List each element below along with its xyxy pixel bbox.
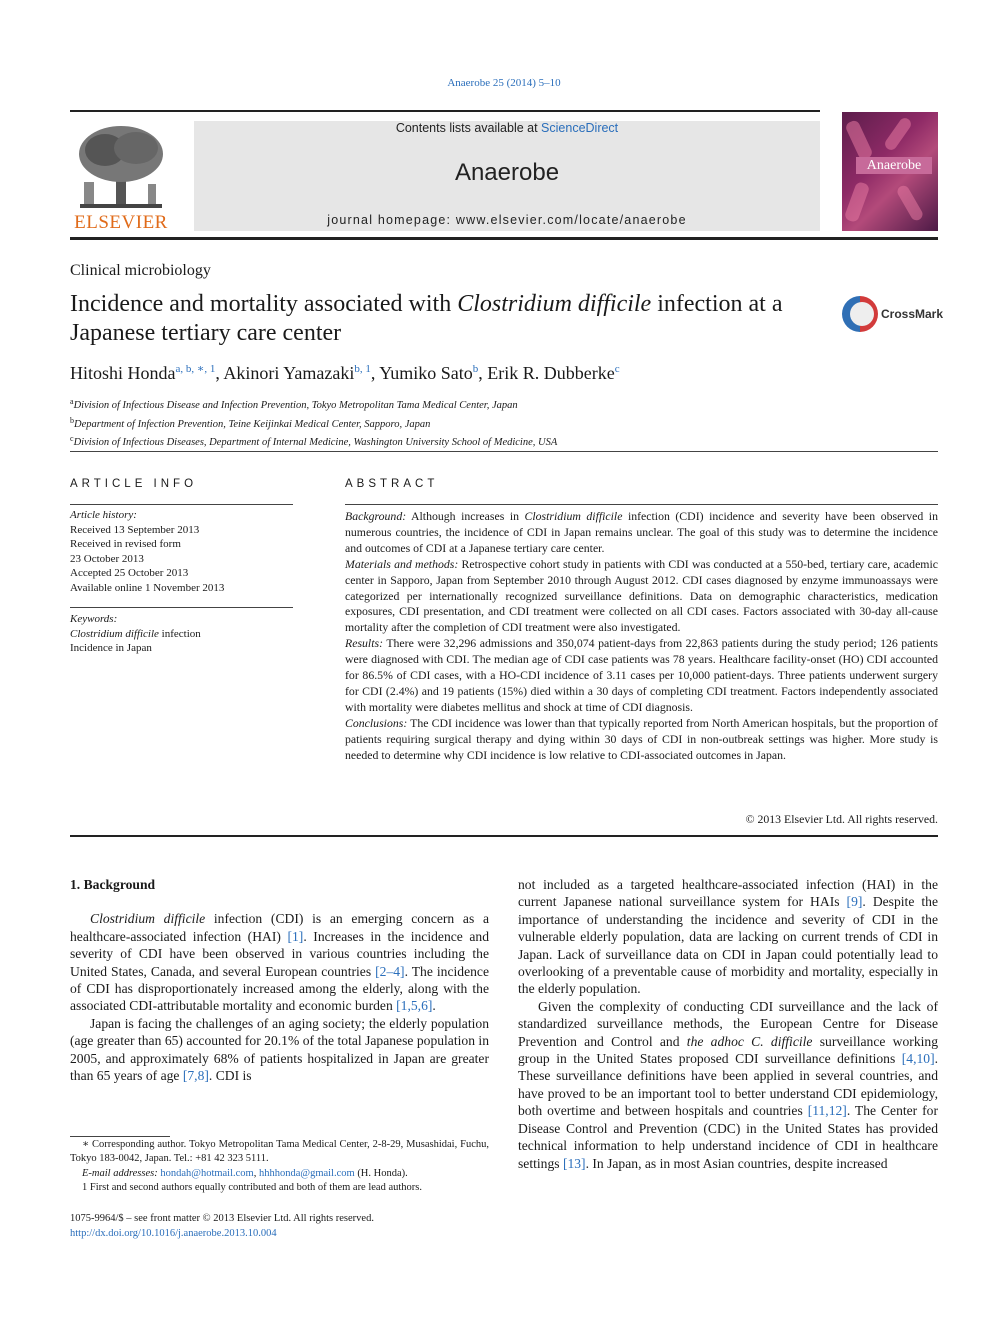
author-affiliation-marks[interactable]: b, 1 xyxy=(354,363,371,375)
abstract-text: The CDI incidence was lower than that typically reported from North American hospitals, but the proportion of patients requiring surgical therapy and dying within 30 days of CDI in non-outbreak settings was higher. More study is needed to determine why CDI incidence is low relative to CDI-associated outcomes in Japan. xyxy=(345,715,938,762)
affiliation-key: a xyxy=(70,397,74,406)
affiliation-list xyxy=(70,395,557,451)
author-name: Akinori Yamazaki xyxy=(223,363,355,383)
citation-link[interactable]: [2–4] xyxy=(375,963,405,979)
affiliation-text: Division of Infectious Disease and Infection Prevention, Tokyo Metropolitan Tama Medical Center, Japan xyxy=(73,400,518,411)
bacteria-shape xyxy=(895,184,924,223)
author-affiliation-marks[interactable]: c xyxy=(614,363,620,375)
journal-cover-image[interactable] xyxy=(842,112,938,231)
author-affiliation-marks[interactable]: a, b, ∗, 1 xyxy=(175,363,216,375)
abstract-organism: Clostridium difficile xyxy=(524,509,623,523)
body-text: . The incidence of CDI has disproportionately increased among the elderly, along with the associated CDI-attributable mortality and economic burden xyxy=(70,963,489,1014)
email-link[interactable]: hondah@hotmail.com xyxy=(160,1167,254,1179)
body-text: Japan is facing the challenges of an aging society; the elderly population (age greater than 65) accounted for 20.1% of the total Japanese population in 2005, and approximately 68% of patients hospitalized in Japan are greater than 65 years of age xyxy=(70,1015,489,1084)
article-info-heading: ARTICLE INFO xyxy=(70,478,198,490)
body-text: . CDI is xyxy=(208,1068,252,1084)
elsevier-tree-icon xyxy=(70,122,172,214)
affiliation-key: b xyxy=(70,415,74,425)
affiliation-text: Division of Infectious Diseases, Department of Internal Medicine, Washington University School of Medicine, USA xyxy=(73,437,558,448)
body-text: not included as a targeted healthcare-associated infection (HAI) in the current Japanese national surveillance system for HAIs xyxy=(518,877,938,910)
title-text: infection at a Japanese tertiary care center xyxy=(70,291,783,346)
crossmark-icon-center xyxy=(850,302,874,326)
homepage-prefix: journal homepage: xyxy=(327,213,456,227)
cover-title: Anaerobe xyxy=(856,157,932,174)
history-entry: 23 October 2013 xyxy=(70,552,144,565)
email-separator: , xyxy=(253,1167,259,1179)
abstract-label: Conclusions: xyxy=(345,715,408,730)
keywords-label: Keywords: xyxy=(70,613,118,625)
article-section-label: Clinical microbiology xyxy=(70,262,211,279)
body-paragraph xyxy=(70,1015,489,1085)
affiliation-item xyxy=(70,432,557,451)
citation-link[interactable]: [1] xyxy=(287,928,304,944)
elsevier-wordmark: ELSEVIER xyxy=(74,212,168,233)
abstract-rule xyxy=(345,504,938,505)
citation-link[interactable]: [7,8] xyxy=(182,1068,209,1084)
issn-line: 1075-9964/$ – see front matter © 2013 Elsevier Ltd. All rights reserved. xyxy=(70,1213,374,1224)
bacteria-shape xyxy=(883,116,913,152)
history-label: Article history: xyxy=(70,509,137,521)
keyword-rest: infection xyxy=(158,627,201,640)
author-name: Hitoshi Honda xyxy=(70,363,176,383)
body-paragraph xyxy=(518,876,938,998)
abstract-results xyxy=(345,636,938,716)
affiliation-key: c xyxy=(70,434,74,443)
article-title xyxy=(70,290,830,348)
body-organism: Clostridium difficile xyxy=(90,911,206,927)
email-label: E-mail addresses: xyxy=(82,1167,161,1179)
journal-banner xyxy=(194,121,820,231)
footnotes xyxy=(70,1138,489,1195)
body-column-left xyxy=(70,876,489,1084)
body-text: . The Center for Disease Control and Prevention (CDC) in the United States has provided technical information to help understand incidence of CDI in healthcare settings xyxy=(518,1103,938,1171)
elsevier-logo xyxy=(70,122,172,234)
body-text: Given the complexity of conducting CDI surveillance and the lack of standardized surveillance methods, the European Centre for Disease Prevention and Control and xyxy=(518,998,938,1049)
affiliation-text: Department of Infection Prevention, Teine Keijinkai Medical Center, Sapporo, Japan xyxy=(74,418,431,430)
history-entry: Available online 1 November 2013 xyxy=(70,581,225,594)
keyword-item xyxy=(70,627,201,642)
abstract-body xyxy=(345,509,938,764)
article-history xyxy=(70,508,224,595)
header-rule xyxy=(70,110,820,112)
footnote-rule xyxy=(70,1136,170,1137)
history-entry: Received in revised form xyxy=(70,538,181,550)
homepage-url-link[interactable]: www.elsevier.com/locate/anaerobe xyxy=(455,213,687,227)
affiliation-item xyxy=(70,414,557,433)
citation-link[interactable]: [11,12] xyxy=(807,1103,847,1119)
author-name: Yumiko Sato xyxy=(379,363,473,383)
history-entry: Received 13 September 2013 xyxy=(70,523,200,536)
keyword-organism: Clostridium difficile xyxy=(70,627,159,640)
abstract-copyright: © 2013 Elsevier Ltd. All rights reserved. xyxy=(745,812,938,826)
abstract-background xyxy=(345,509,938,557)
front-matter xyxy=(70,1212,374,1241)
article-info-rule xyxy=(70,504,293,505)
author-separator: , xyxy=(478,363,488,383)
bacteria-shape xyxy=(844,181,871,223)
affiliation-item xyxy=(70,395,557,414)
author-affiliation-marks[interactable]: b xyxy=(472,363,479,375)
body-organism: the adhoc C. difficile xyxy=(686,1033,813,1049)
keywords-block xyxy=(70,612,201,656)
author-name: Erik R. Dubberke xyxy=(487,363,615,383)
section-heading: 1. Background xyxy=(70,877,156,892)
author-separator: , xyxy=(215,363,224,383)
email-link[interactable]: hhhhonda@gmail.com xyxy=(258,1167,355,1179)
body-text: surveillance working group in the United States proposed CDI surveillance definitions xyxy=(518,1033,938,1067)
history-entry: Accepted 25 October 2013 xyxy=(70,567,189,579)
email-note xyxy=(70,1167,489,1181)
body-text: . In Japan, as in most Asian countries, despite increased xyxy=(585,1155,888,1171)
affiliation-rule xyxy=(70,451,938,452)
corresponding-author-note: ∗ Corresponding author. Tokyo Metropolitan Tama Medical Center, 2-8-29, Musashidai, Fuchu, Tokyo 183-0042, Japan. Tel.: +81 42 323 5111. xyxy=(70,1139,489,1165)
body-text: . xyxy=(432,998,436,1014)
abstract-text: infection (CDI) incidence and severity have been observed in numerous countries, the incidence of CDI in Japan remains unclear. The goal of this study was to determine the incidence and outcomes of CDI at a Japanese tertiary care center. xyxy=(345,509,938,555)
equal-contribution-note: 1 First and second authors equally contributed and both of them are lead authors. xyxy=(82,1181,422,1193)
journal-name: Anaerobe xyxy=(454,159,560,186)
body-text: . Increases in the incidence and severity of CDI have been observed in various countries including the United States, Canada, and several European countries xyxy=(70,928,490,979)
abstract-label: Materials and methods: xyxy=(345,556,459,571)
citation-link[interactable]: [9] xyxy=(846,894,863,910)
abstract-bottom-rule xyxy=(70,835,938,837)
abstract-text: Retrospective cohort study in patients with CDI was conducted at a 550-bed, tertiary care, academic center in Sapporo, Japan from September 2010 through August 2012. CDI cases diagnosed by enzyme immunoassays were categorized per internationally recognized surveillance definitions. Data on demographic characteristics, medication exposures, CDI presentation, and CDI treatment were collected on all CDI cases. Factors associated with 30-day all-cause mortality after the completion of CDI treatment were also investigated. xyxy=(345,556,938,635)
contents-prefix: Contents lists available at xyxy=(395,121,542,135)
title-organism: Clostridium difficile xyxy=(457,291,652,317)
contents-line xyxy=(194,121,820,135)
doi-link[interactable]: http://dx.doi.org/10.1016/j.anaerobe.2013.10.004 xyxy=(70,1227,277,1239)
author-separator: , xyxy=(370,363,380,383)
journal-homepage xyxy=(194,213,820,227)
abstract-label: Background: xyxy=(345,509,407,523)
author-list xyxy=(70,362,620,384)
keywords-rule xyxy=(70,607,293,608)
abstract-text: There were 32,296 admissions and 350,074 patient-days from 22,863 patients during the study period; 126 patients were diagnosed with CDI. The median age of CDI case patients was 78 years. Healthcare facility-onset (HO) CDI accounted for 86.5% of CDI cases, with a HO-CDI incidence of 3.11 cases per 10,000 patient-days. Three patients underwent surgery for CDI (2.4%) and 19 patients (15%) died within a 30 days of completing CDI treatment. Factors independently associated with mortality were diabetes mellitus and shock at time of CDI diagnosis. xyxy=(345,636,938,714)
citation-link[interactable]: [4,10] xyxy=(901,1051,935,1067)
bacteria-shape xyxy=(844,119,874,161)
abstract-text: Although increases in xyxy=(406,509,525,523)
journal-citation-link[interactable]: Anaerobe 25 (2014) 5–10 xyxy=(447,77,561,89)
abstract-heading: ABSTRACT xyxy=(345,478,439,490)
body-text: . These surveillance definitions have been applied in several countries, and have proved to be an important tool to better understand CDI epidemiology, both overtime and between hospitals and countries xyxy=(518,1051,938,1119)
abstract-methods xyxy=(345,557,938,637)
crossmark-label: CrossMark xyxy=(881,307,944,321)
header-bottom-rule xyxy=(70,237,938,240)
keyword-item: Incidence in Japan xyxy=(70,642,152,654)
body-paragraph xyxy=(518,998,938,1172)
body-text: infection (CDI) is an emerging concern as a healthcare-associated infection (HAI) xyxy=(70,911,489,944)
citation-link[interactable]: [1,5,6] xyxy=(396,998,433,1014)
sciencedirect-link[interactable]: ScienceDirect xyxy=(541,121,619,135)
title-text: Incidence and mortality associated with xyxy=(70,291,458,317)
body-paragraph xyxy=(70,910,489,1014)
crossmark-icon xyxy=(842,296,878,332)
abstract-conclusions xyxy=(345,716,938,764)
body-column-right xyxy=(518,876,938,1172)
abstract-label: Results: xyxy=(345,636,384,651)
citation-link[interactable]: [13] xyxy=(562,1155,586,1171)
crossmark-badge[interactable] xyxy=(840,296,944,334)
email-owner: (H. Honda). xyxy=(354,1167,408,1179)
body-text: . Despite the importance of understanding the incidence and severity of CDI in the vulnerable elderly population, data are lacking on current trends of CDI in Japan. Lack of surveillance data on CDI in Japan could potentially lead to overlooking of a preventable cause of morbidity and mortality, especially in the elderly population. xyxy=(518,894,938,997)
